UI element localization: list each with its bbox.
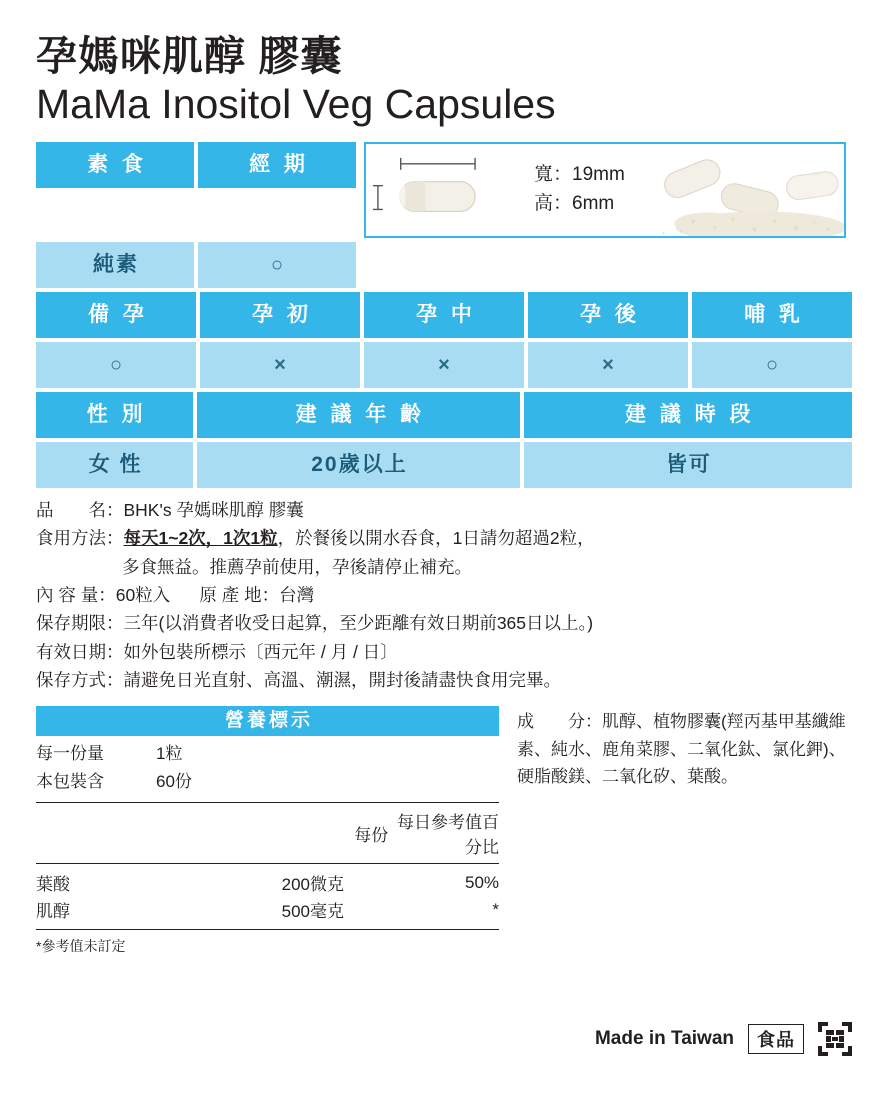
ingredients-section	[517, 706, 852, 956]
nutrition-facts	[36, 706, 499, 956]
page-title-cn: 孕媽咪肌醇 膠囊	[36, 33, 343, 79]
product-details	[36, 496, 852, 694]
spec-header-gender: 性 別	[36, 392, 193, 438]
detail-storage-value: 請避免日光直射、高溫、潮濕，開封後請盡快食用完畢。	[123, 669, 561, 690]
detail-content-origin	[36, 581, 852, 609]
footer	[36, 1022, 852, 1056]
spec-row-3-values	[36, 442, 852, 488]
nutrient-percent-0: 50%	[465, 872, 500, 892]
spec-row-2-headers	[36, 292, 852, 338]
made-in-taiwan-label: Made in Taiwan	[594, 1028, 734, 1049]
spec-value-mid-pregnancy: ×	[364, 342, 524, 388]
ingredients-label: 成 分：	[517, 712, 603, 732]
spec-value-time: 皆可	[524, 442, 852, 488]
ingredients-text: 肌醇、植物膠囊(羥丙基甲基纖維素、純水、鹿角菜膠、二氧化鈦、氯化鉀)、硬脂酸鎂、二氧化矽、葉酸。	[517, 712, 846, 787]
spec-value-late-pregnancy: ×	[528, 342, 688, 388]
nutrition-serving-size	[36, 736, 499, 768]
detail-usage-line2: 多食無益。推薦孕前使用，孕後請停止補充。	[122, 556, 472, 577]
spec-value-vegetarian: 純素	[36, 242, 194, 288]
spec-row-1-headers	[36, 142, 852, 238]
spec-header-time: 建 議 時 段	[524, 392, 852, 438]
spec-table	[36, 142, 852, 488]
nutrition-package-label: 本包裝含	[36, 772, 104, 792]
detail-shelf-value: 三年(以消費者收受日起算，至少距離有效日期前365日以上。)	[123, 613, 594, 634]
nutrient-amount-0: 200微克	[281, 875, 344, 895]
detail-shelf-label: 保存期限：	[36, 613, 124, 634]
detail-product-name-label: 品 名：	[36, 499, 124, 520]
nutrition-title: 營養標示	[36, 706, 499, 736]
table-row	[36, 896, 499, 923]
nutrition-package-value: 60份	[156, 772, 192, 792]
spec-value-lactation: ○	[692, 342, 852, 388]
nutrition-col-per-serving: 每份	[354, 825, 389, 845]
nutrition-package-count	[36, 768, 499, 796]
nutrition-serving-value: 1粒	[156, 744, 183, 764]
spec-header-vegetarian: 素 食	[36, 142, 194, 188]
nutrition-divider-mid	[36, 863, 499, 864]
detail-expiry-label: 有效日期：	[36, 641, 124, 662]
detail-expiry	[36, 638, 852, 666]
detail-product-name-value: BHK's 孕媽咪肌醇 膠囊	[123, 499, 304, 520]
capsule-width-label: 寬：19mm	[534, 163, 625, 185]
nutrition-table	[36, 807, 499, 860]
nutrition-divider-bottom	[36, 929, 499, 930]
nutrition-serving-label: 每一份量	[36, 744, 104, 764]
spec-value-gender: 女 性	[36, 442, 193, 488]
nutrition-table-header	[36, 807, 499, 860]
detail-origin-value: 台灣	[279, 584, 315, 605]
spec-header-preconception: 備 孕	[36, 292, 196, 338]
spec-value-preconception: ○	[36, 342, 196, 388]
nutrition-rows	[36, 869, 499, 923]
nutrient-name-0: 葉酸	[36, 875, 70, 895]
table-row	[36, 869, 499, 896]
spec-header-age: 建 議 年 齡	[197, 392, 519, 438]
detail-origin-label: 原 產 地：	[199, 584, 280, 605]
spec-row-2-values	[36, 342, 852, 388]
detail-expiry-value: 如外包裝所標示〔西元年 / 月 / 日〕	[123, 641, 398, 662]
nutrition-col-daily-value: 每日參考值百分比	[397, 813, 500, 858]
detail-shelf-life	[36, 609, 852, 637]
detail-content-label: 內 容 量：	[36, 584, 116, 605]
detail-storage-label: 保存方式：	[36, 669, 124, 690]
spec-header-early-pregnancy: 孕 初	[200, 292, 360, 338]
qr-code-icon	[818, 1022, 852, 1056]
spec-header-lactation: 哺 乳	[692, 292, 852, 338]
nutrition-col-blank	[36, 807, 237, 860]
detail-product-name	[36, 496, 852, 524]
detail-usage-rest: ，於餐後以開水吞食，1日請勿超過2粒，	[277, 528, 595, 549]
spec-header-late-pregnancy: 孕 後	[528, 292, 688, 338]
spec-row-3-headers	[36, 392, 852, 438]
food-mark-badge: 食品	[748, 1024, 804, 1054]
spec-value-age: 20歲以上	[197, 442, 519, 488]
spec-header-menstruation: 經 期	[198, 142, 356, 188]
capsule-height-label: 高：6mm	[534, 193, 615, 215]
detail-usage	[36, 524, 852, 552]
nutrition-divider-top	[36, 802, 499, 803]
detail-usage-label: 食用方法：	[36, 528, 124, 549]
nutrient-percent-1: *	[492, 899, 500, 919]
lower-section	[36, 706, 852, 956]
spec-header-mid-pregnancy: 孕 中	[364, 292, 524, 338]
nutrient-name-1: 肌醇	[36, 902, 70, 922]
nutrition-footnote: *參考值未訂定	[36, 938, 126, 955]
spec-row-1-values	[36, 242, 852, 288]
detail-content-value: 60粒入	[115, 584, 171, 605]
spec-value-menstruation: ○	[198, 242, 356, 288]
detail-usage-highlight: 每天1~2次，1次1粒	[123, 528, 278, 549]
page-title-en: MaMa Inositol Veg Capsules	[36, 80, 556, 127]
detail-storage	[36, 666, 852, 694]
capsule-dimensions	[534, 160, 625, 219]
nutrient-amount-1: 500毫克	[281, 902, 344, 922]
capsule-image-cell	[364, 142, 846, 238]
spec-value-early-pregnancy: ×	[200, 342, 360, 388]
